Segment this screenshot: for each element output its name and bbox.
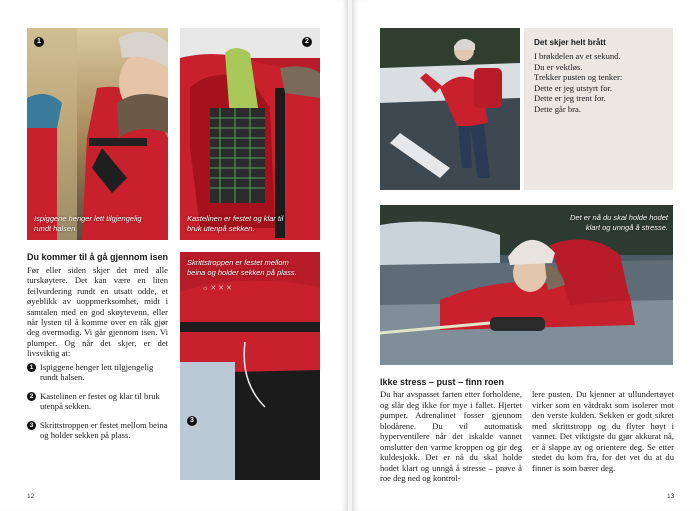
page-number-right: 13 [667,493,675,500]
list-item-2 [27,391,165,412]
info-box-title: Det skjer helt brått [534,38,606,47]
badge-3: 3 [187,416,197,426]
info-box-line: Trekker pusten og tenker: [534,72,623,83]
photo-in-water [380,205,673,365]
photo-throw-line [180,28,320,240]
right-heading: Ikke stress – pust – finn roen [380,377,505,387]
info-box-line: Dette er jeg utstyrt for. [534,82,613,93]
right-page [352,0,700,511]
list-text-2: Kastelinen er festet og klar til bruk utenpå sekken. [40,391,160,412]
right-column-2: lere pusten. Du kjenner at ullundertøyet virker som en våtdrakt som isolerer mot den verste kulden. Sekken er godt sikret med skrittstropp og du flyter høyt i vannet. Det viktigste du gjør akkurat nå, er å slappe av og orientere deg. Se etter stedet du kom fra, for det vet du at du finner is som bærer deg. [532,389,674,473]
photo-in-water-caption: Det er nå du skal holde hodet klart og unngå å stresse. [570,213,668,232]
left-page [0,0,348,511]
list-item-1 [27,362,165,383]
left-body-paragraph: Før eller siden skjer det med alle turskøytere. Det kan være en liten feilvurdering rundt en utsatt odde, et øyeblikk av uoppmerksomhet, midt i samtalen med en god skøytevenn, eller når lysten til å komme over en råk gjør deg overmodig. Vi går gjennom isen. Vi plumper. Og når det skjer, er det livsviktig at: [27,265,168,359]
photo3-caption: Skrittstroppen er festet mellom beina og holder sekken på plass. [187,258,297,277]
info-box-line: Dette er jeg trent for. [534,93,606,104]
left-heading: Du kommer til å gå gjennom isen [27,252,169,262]
info-box-line: Du er vektløs. [534,61,583,72]
photo-falling-through [380,28,520,190]
info-box-line: I brøkdelen av et sekund. [534,51,621,61]
list-badge-2: 2 [27,392,36,401]
badge-1: 1 [34,37,44,47]
info-box-lines [534,51,669,115]
page-number-left: 12 [27,493,35,500]
list-item-3 [27,420,170,441]
svg-text:☼ ✕ ✕ ✕: ☼ ✕ ✕ ✕ [202,285,232,292]
right-column-1: Du har avspasset farten etter forholdene, og slår deg ikke for mye i fallet. Hjertet pumper. Adrenalinet fosser gjennom blodårene. Du vil automatisk hyperventilere når det iskalde vannet omslutter den varme kroppen og gir deg kuldesjokk. Det er nå du skal holde hodet klart og unngå å stresse – prøve å roe deg ned og kontrol- [380,389,522,483]
list-text-1: Ispiggene henger lett tilgjengelig rundt halsen. [40,362,154,383]
photo1-caption: Ispiggene henger lett tilgjengelig rundt halsen. [34,214,142,233]
list-badge-1: 1 [27,363,36,372]
photo-crotch-strap [180,252,320,480]
photo-ice-picks [27,28,168,240]
list-badge-3: 3 [27,421,36,430]
badge-2: 2 [302,37,312,47]
list-text-3: Skrittstroppen er festet mellom beina og holder sekken på plass. [40,420,168,441]
photo2-caption: Kastelinen er festet og klar til bruk utenpå sekken. [187,214,284,233]
info-box-line: Dette går bra. [534,103,582,114]
info-box [524,28,673,190]
